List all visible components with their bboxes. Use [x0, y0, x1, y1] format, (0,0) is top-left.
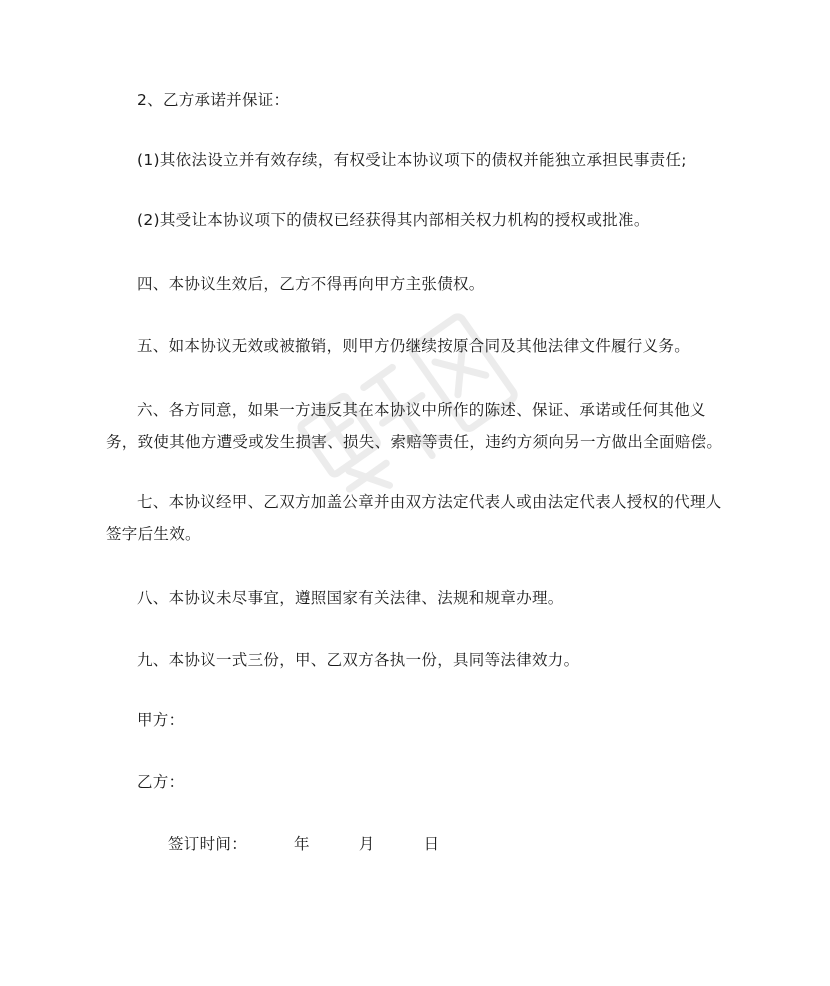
- clause-9: 九、本协议一式三份，甲、乙双方各执一份，具同等法律效力。: [137, 651, 580, 669]
- signing-day-label: 日: [423, 835, 440, 853]
- party-a-signature-line: 甲方：: [137, 711, 185, 729]
- clause-7: 七、本协议经甲、乙双方加盖公章并由双方法定代表人或由法定代表人授权的代理人签字后生效。: [106, 493, 722, 543]
- clause-2-item-2: (2)其受让本协议项下的债权已经获得其内部相关权力机构的授权或批准。: [137, 211, 650, 229]
- clause-4: 四、本协议生效后，乙方不得再向甲方主张债权。: [137, 275, 485, 293]
- signing-month-label: 月: [358, 835, 375, 853]
- clause-8: 八、本协议未尽事宜，遵照国家有关法律、法规和规章办理。: [137, 589, 564, 607]
- clause-5: 五、如本协议无效或被撤销，则甲方仍继续按原合同及其他法律文件履行义务。: [137, 337, 691, 355]
- party-b-signature-line: 乙方：: [137, 773, 185, 791]
- clause-6: 六、各方同意，如果一方违反其在本协议中所作的陈述、保证、承诺或任何其他义务，致使其他方遭受或发生损害、损失、索赔等责任，违约方须向另一方做出全面赔偿。: [106, 401, 723, 451]
- signing-date-line: [106, 828, 728, 860]
- signing-year-label: 年: [294, 835, 310, 853]
- signing-date-label: 签订时间：: [168, 835, 248, 853]
- clause-2-heading: 2、乙方承诺并保证：: [137, 91, 290, 109]
- clause-2-item-1: (1)其依法设立并有效存续，有权受让本协议项下的债权并能独立承担民事责任;: [137, 151, 687, 169]
